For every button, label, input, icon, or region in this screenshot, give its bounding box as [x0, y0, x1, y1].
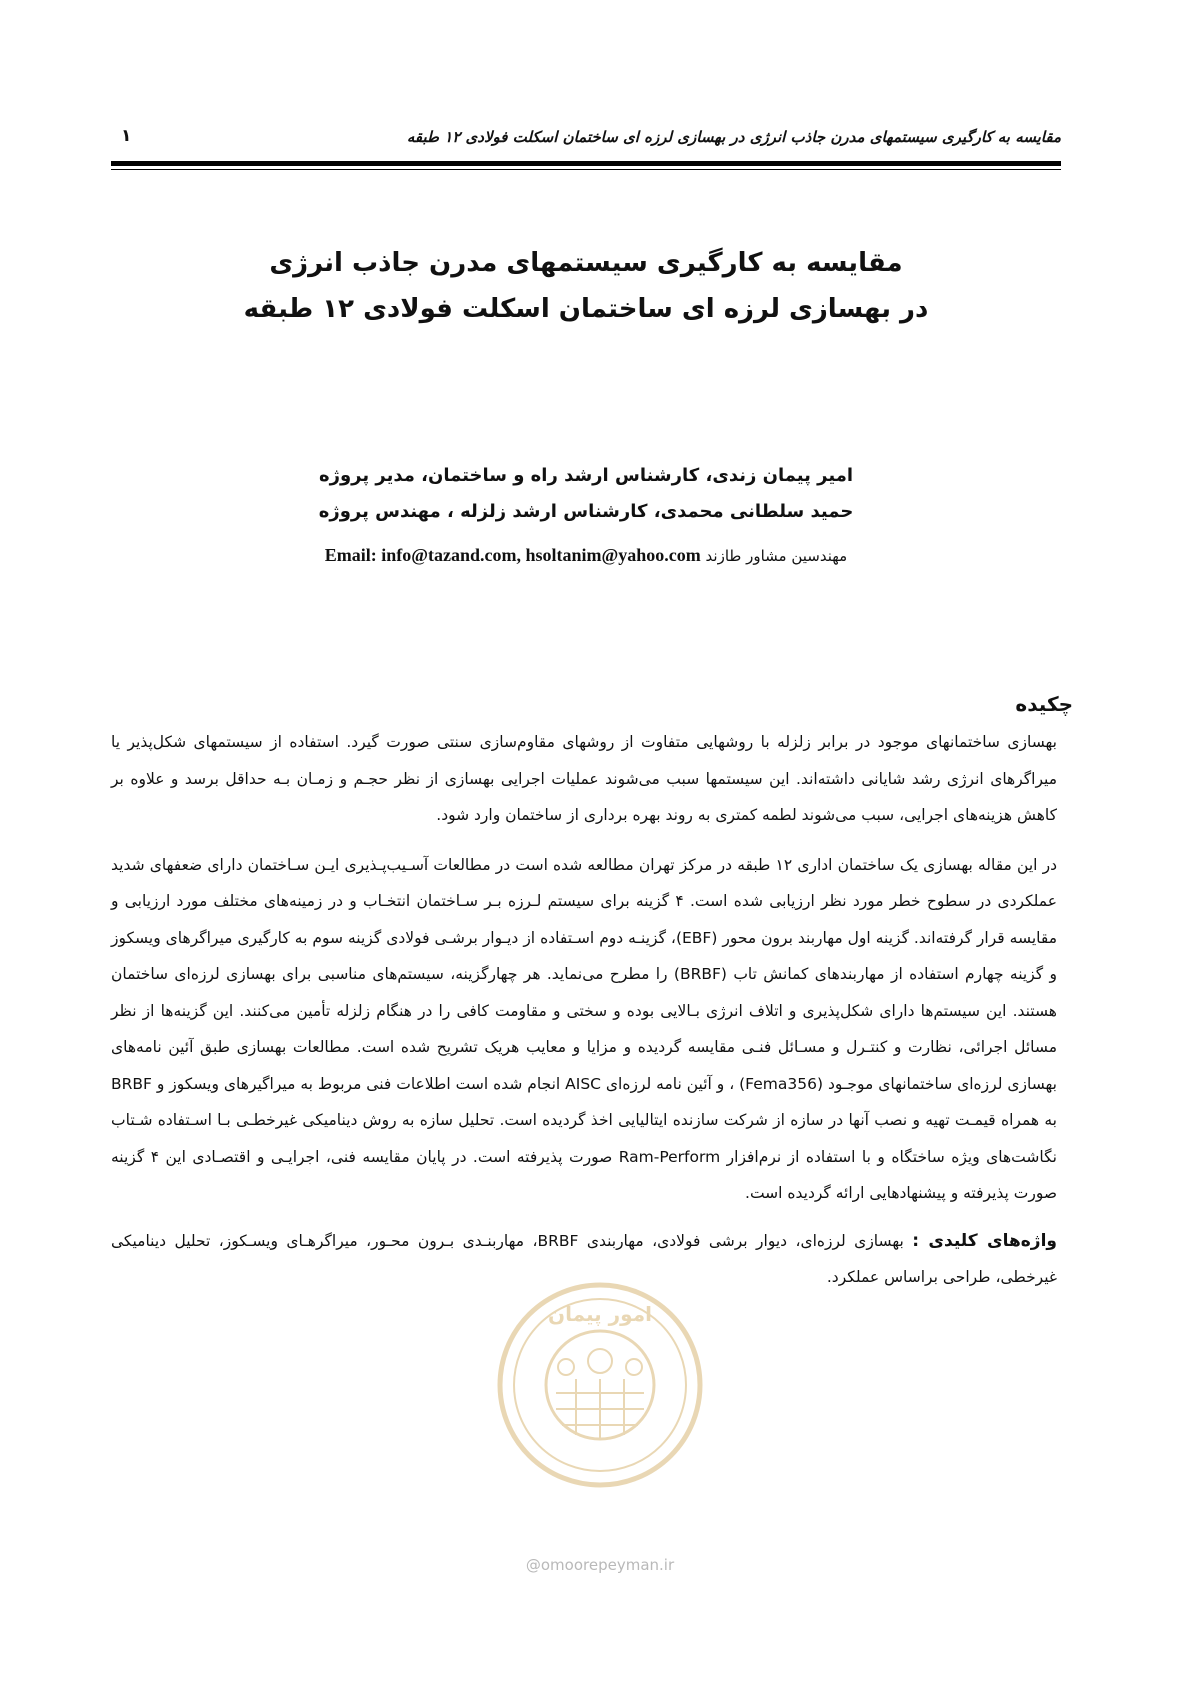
running-title: مقایسه به کارگیری سیستمهای مدرن جاذب انرژی در بهسازی لرزه ای ساختمان اسکلت فولادی ۱۲ طبقه [406, 128, 1061, 146]
abstract-paragraph-2: در این مقاله بهسازی یک ساختمان اداری ۱۲ طبقه در مرکز تهران مطالعه شده است در مطالعات آسـیب‌پـذیری ایـن سـاختمان دارای ضعفهای شدید عملکردی در سطوح خطر مورد نظر ارزیابی شده است. ۴ گزینه برای سیستم لـرزه بـر سـاختمان انتخـاب و در زمینه‌های مختلف مورد ارزیابی و مقایسه قرار گرفته‌اند. گزینه اول مهاربند برون محور (EBF)، گزینـه دوم اسـتفاده از دیـوار برشـی فولادی گزینه سوم به کارگیری میراگرهای ویسکوز و گزینه چهارم استفاده از مهاربندهای کمانش تاب (BRBF) را مطرح می‌نماید. هر چهارگزینه، سیستم‌های مناسبی برای بهسازی لرزه‌ای ساختمان هستند. این سیستم‌ها دارای شکل‌پذیری و اتلاف انرژی بـالایی بوده و سختی و مقاومت کافی را در هنگام زلزله تأمین می‌کنند. این گزینه‌ها از نظر مسائل اجرائی، نظارت و کنتـرل و مسـائل فنـی مقایسه گردیده و مزایا و معایب هریک تشریح شده است. مطالعات بهسازی طبق آئین نامه‌های بهسازی لرزه‌ای ساختمانهای موجـود (Fema356) ، و آئین نامه لرزه‌ای AISC انجام شده است اطلاعات فنی مربوط به میراگیرهای ویسکوز و BRBF به همراه قیمـت تهیه و نصب آنها در سازه از شرکت سازنده ایتالیایی اخذ گردیده است. تحلیل سازه به روش دینامیکی غیرخطـی بـا اسـتفاده شـتاب نگاشت‌های ویژه ساختگاه و با استفاده از نرم‌افزار Ram-Perform صورت پذیرفته است. در پایان مقایسه فنی، اجرایـی و اقتصـادی این ۴ گزینه صورت پذیرفته و پیشنهادهایی ارائه گردیده است. [111, 855, 1058, 1202]
affiliation: مهندسین مشاور طازند [705, 547, 848, 565]
paper-title [111, 240, 1061, 332]
watermark-stamp-icon [490, 1275, 710, 1495]
abstract-body [111, 724, 1057, 1307]
author-block [111, 458, 1061, 530]
abstract-paragraph-1: بهسازی ساختمانهای موجود در برابر زلزله با روشهایی متفاوت از روشهای مقاوم‌سازی سنتی صورت گیرد. استفاده از سیستمهای شکل‌پذیر یا میراگرهای انرژی رشد شایانی داشته‌اند. این سیستمها سبب می‌شوند عملیات اجرایی بهسازی از نظر حجـم و زمـان بـه حداقل برسد و علاوه بر کاهش هزینه‌های اجرایی، سبب می‌شوند لطمه کمتری به روند بهره برداری از ساختمان وارد شود. [111, 733, 1057, 824]
watermark-site: @omoorepeyman.ir [525, 1556, 675, 1574]
title-line-1: مقایسه به کارگیری سیستمهای مدرن جاذب انرژی [269, 248, 903, 278]
abstract-heading: چکیده [1015, 692, 1073, 716]
page-number: ۱ [121, 126, 132, 146]
stamp-text: امور پیمان [548, 1302, 652, 1326]
author-emails: Email: info@tazand.com, hsoltanim@yahoo.com [324, 545, 701, 565]
author-1: امیر پیمان زندی، کارشناس ارشد راه و ساختمان، مدیر پروژه [318, 465, 854, 486]
running-header [111, 126, 1061, 156]
keywords-text: بهسازی لرزه‌ای، دیوار برشی فولادی، مهاربندی BRBF، مهاربنـدی بـرون محـور، میراگرهـای ویسـکوز، تحلیل دینامیکی غیرخطی، طراحی براساس عملکرد. [111, 1231, 1057, 1286]
keywords-label: واژه‌های کلیدی : [912, 1230, 1057, 1251]
affiliation-email-line [111, 543, 1061, 568]
header-rule-thin [111, 169, 1061, 170]
header-rule-thick [111, 161, 1061, 166]
title-line-2: در بهسازی لرزه ای ساختمان اسکلت فولادی ۱۲ طبقه [243, 294, 929, 324]
author-2: حمید سلطانی محمدی، کارشناس ارشد زلزله ، مهندس پروژه [318, 501, 854, 522]
